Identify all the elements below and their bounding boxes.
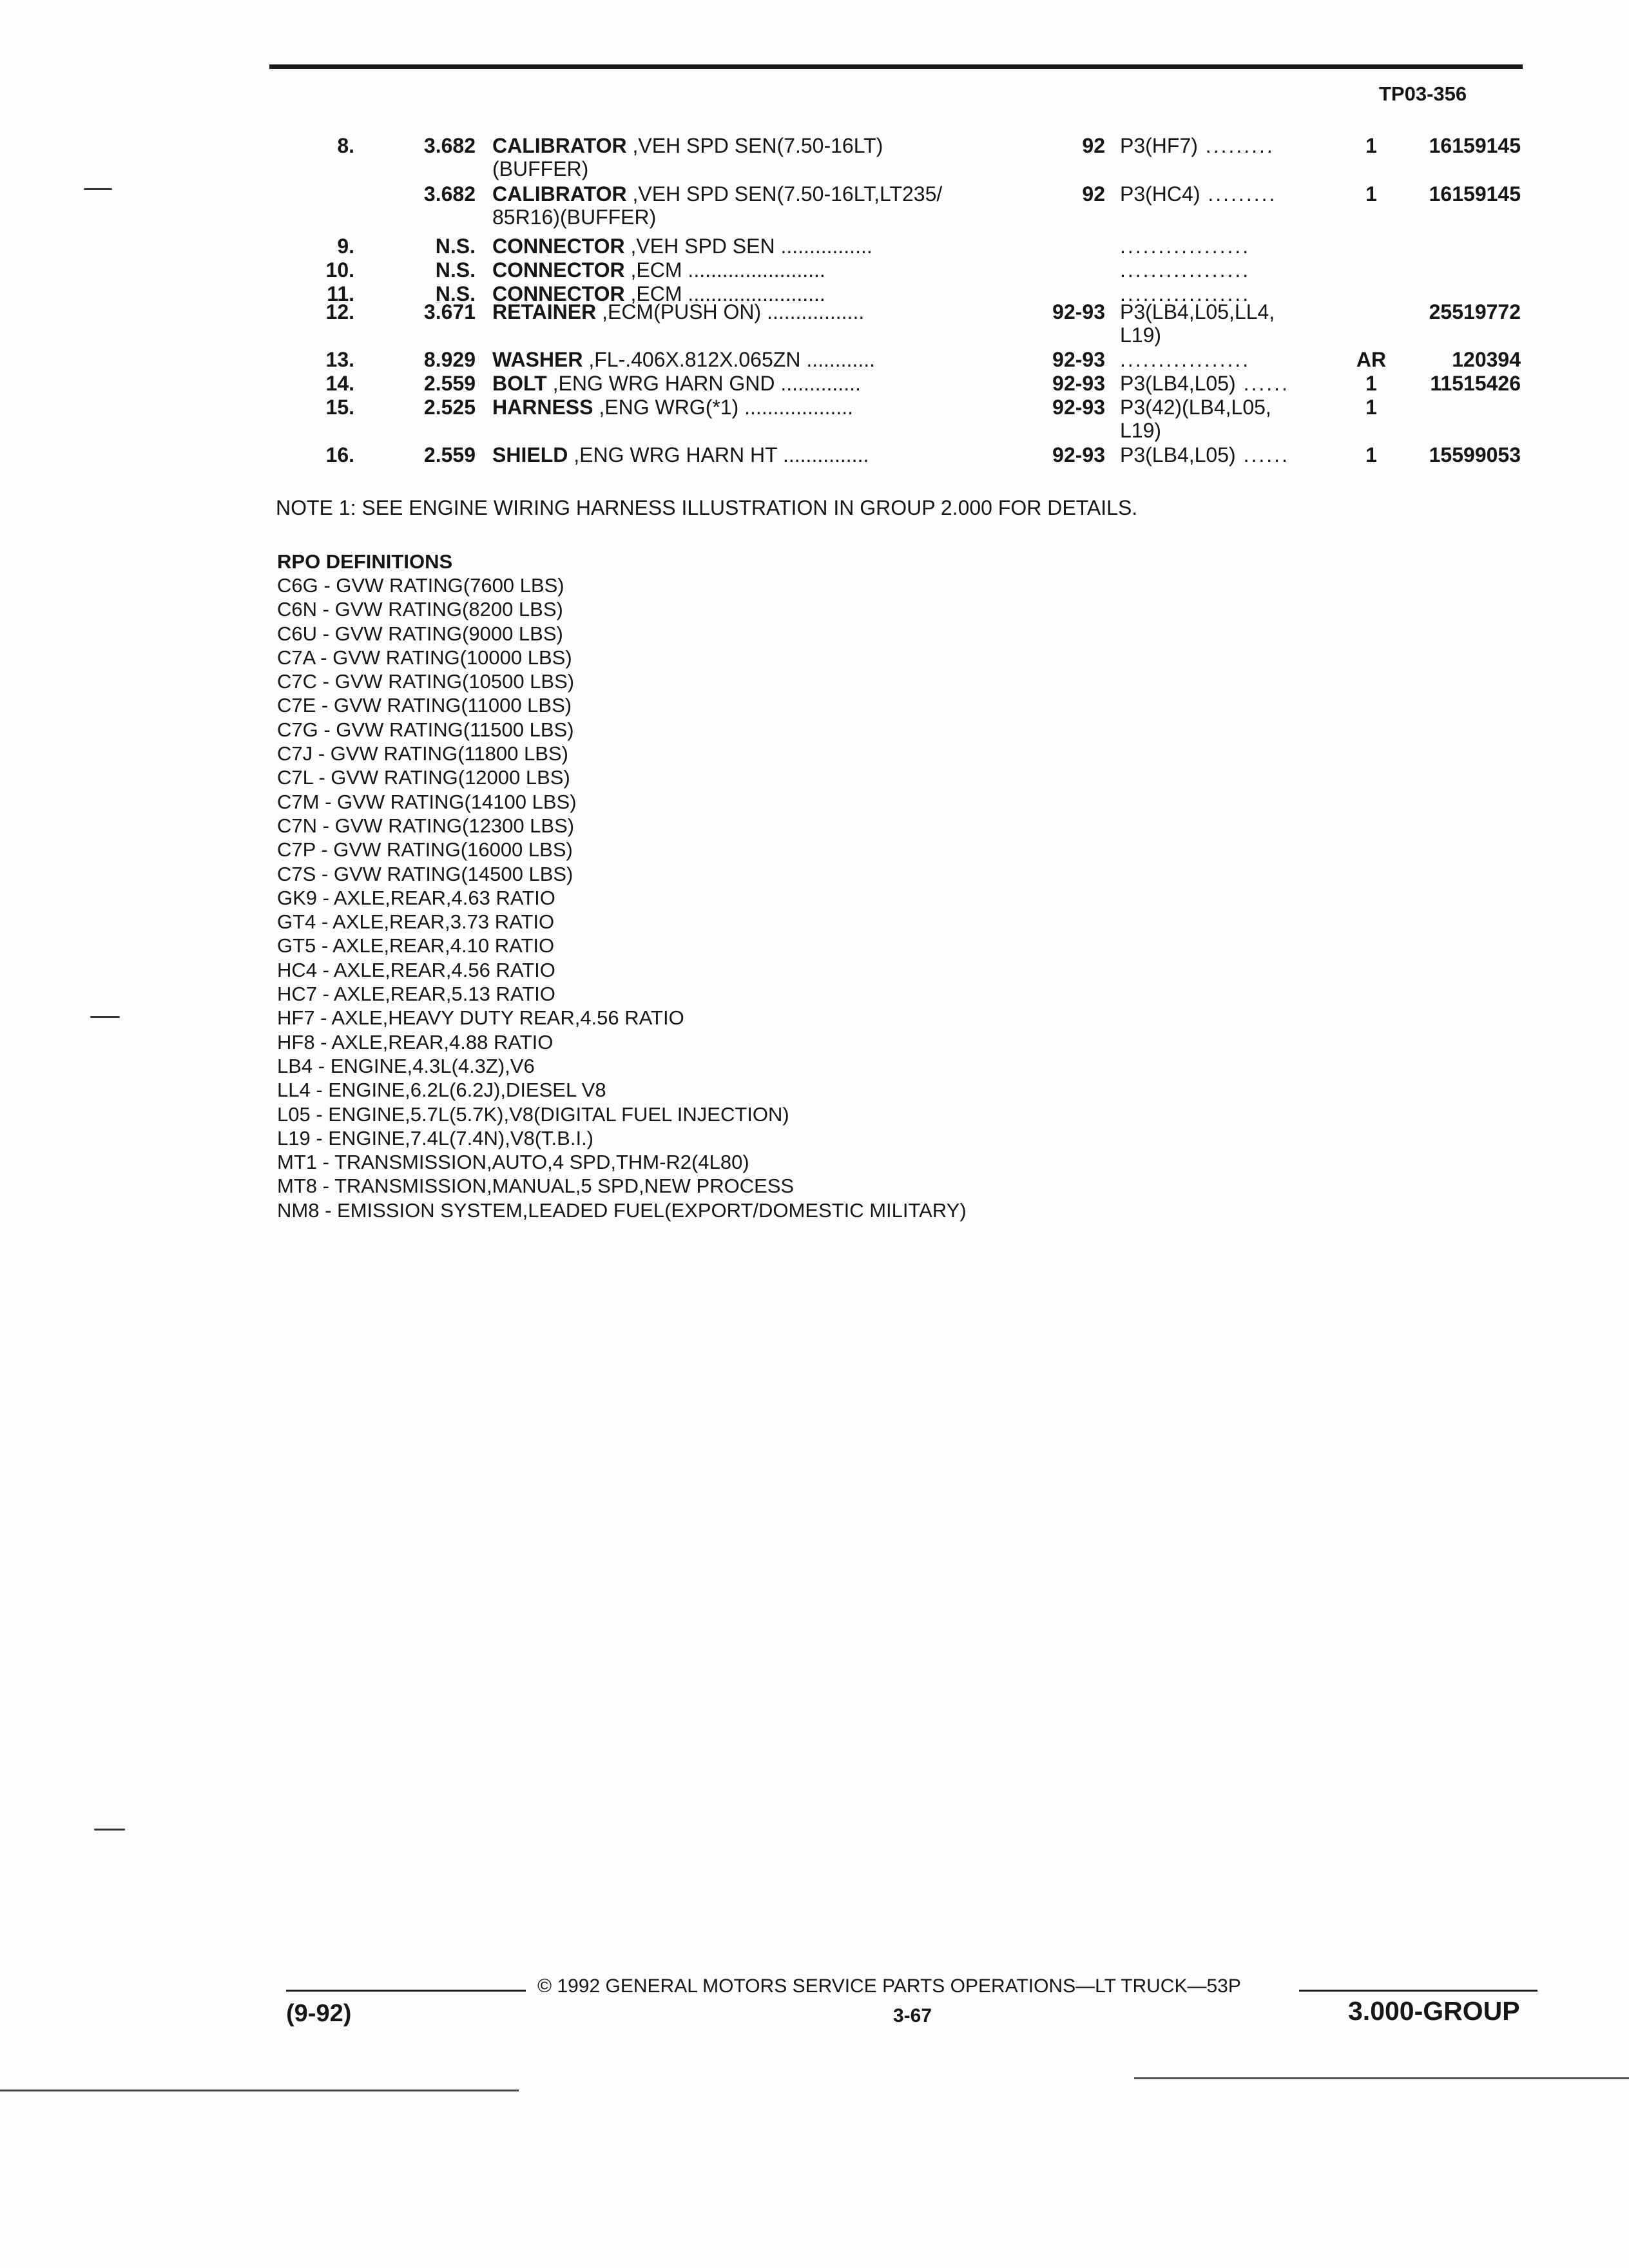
app-leader: ...... [1235, 372, 1289, 395]
model-year: 92-93 [1052, 300, 1105, 323]
copyright: © 1992 GENERAL MOTORS SERVICE PARTS OPERATIONS—LT TRUCK—53P [537, 1975, 1241, 1997]
part-desc-extra: (BUFFER) [492, 157, 589, 180]
item-number: 12. [325, 300, 354, 323]
rpo-item: C6U - GVW RATING(9000 LBS) [277, 622, 563, 645]
application [1120, 134, 1339, 157]
part-desc: ,ENG WRG HARN HT ............... [568, 443, 869, 466]
item-number: 10. [325, 258, 354, 282]
part-number: 120394 [1452, 348, 1521, 371]
application [1120, 372, 1339, 395]
rpo-item: C6G - GVW RATING(7600 LBS) [277, 574, 564, 597]
rpo-item: C7C - GVW RATING(10500 LBS) [277, 670, 575, 693]
application [1120, 235, 1339, 258]
part-desc: ,ENG WRG(*1) ................... [593, 396, 854, 419]
rpo-item: HF8 - AXLE,REAR,4.88 RATIO [277, 1030, 554, 1053]
app-code: P3(LB4,L05) [1120, 372, 1236, 395]
application [1120, 348, 1339, 371]
app-code: P3(42)(LB4,L05, [1120, 396, 1271, 419]
group-number: 3.682 [423, 182, 476, 206]
model-year: 92-93 [1052, 396, 1105, 419]
group-number: 2.525 [423, 396, 476, 419]
part-number: 15599053 [1429, 443, 1521, 466]
model-year: 92-93 [1052, 348, 1105, 371]
bottom-rule [0, 2090, 519, 2091]
rpo-item: C7E - GVW RATING(11000 LBS) [277, 694, 572, 717]
app-code-extra: L19) [1120, 419, 1162, 442]
part-name: HARNESS [492, 396, 593, 419]
rpo-item: GK9 - AXLE,REAR,4.63 RATIO [277, 886, 555, 909]
rpo-item: C7M - GVW RATING(14100 LBS) [277, 790, 577, 813]
application [1120, 443, 1339, 466]
bottom-rule [1134, 2077, 1629, 2079]
group-number: N.S. [435, 258, 476, 282]
quantity: 1 [1365, 182, 1377, 206]
rpo-item: C6N - GVW RATING(8200 LBS) [277, 598, 563, 621]
model-year: 92-93 [1052, 372, 1105, 395]
part-number: 25519772 [1429, 300, 1521, 323]
date-code: (9-92) [286, 2000, 352, 2027]
application [1120, 258, 1339, 282]
part-name: CALIBRATOR [492, 134, 627, 157]
rpo-item: MT8 - TRANSMISSION,MANUAL,5 SPD,NEW PROCESS [277, 1175, 795, 1198]
group-number: 8.929 [423, 348, 476, 371]
rpo-item: C7J - GVW RATING(11800 LBS) [277, 742, 568, 765]
note: NOTE 1: SEE ENGINE WIRING HARNESS ILLUSTRATION IN GROUP 2.000 FOR DETAILS. [276, 496, 1138, 519]
item-number: 16. [325, 443, 354, 466]
description [492, 396, 1021, 419]
rpo-item: C7P - GVW RATING(16000 LBS) [277, 838, 573, 861]
item-number: 9. [337, 235, 354, 258]
model-year: 92-93 [1052, 443, 1105, 466]
model-year: 92 [1082, 134, 1105, 157]
group-id: 3.000-GROUP [1348, 1996, 1520, 2026]
rpo-item: L19 - ENGINE,7.4L(7.4N),V8(T.B.I.) [277, 1126, 594, 1149]
rpo-item: HF7 - AXLE,HEAVY DUTY REAR,4.56 RATIO [277, 1006, 684, 1030]
group-number: 3.671 [423, 300, 476, 323]
app-leader: ......... [1200, 182, 1277, 206]
rpo-item: HC4 - AXLE,REAR,4.56 RATIO [277, 958, 555, 981]
part-number: 16159145 [1429, 134, 1521, 157]
part-number: 16159145 [1429, 182, 1521, 206]
footer-rule [286, 1990, 526, 1992]
rpo-item: C7A - GVW RATING(10000 LBS) [277, 646, 572, 669]
part-desc: ,VEH SPD SEN(7.50-16LT) [626, 134, 883, 157]
rpo-item: C7G - GVW RATING(11500 LBS) [277, 718, 574, 741]
rpo-definitions [277, 573, 967, 1222]
quantity: 1 [1365, 396, 1377, 419]
rpo-item: GT5 - AXLE,REAR,4.10 RATIO [277, 934, 555, 957]
app-leader: ................. [1120, 235, 1251, 258]
part-desc-extra: 85R16)(BUFFER) [492, 206, 657, 229]
app-leader: ................. [1120, 258, 1251, 282]
part-name: CONNECTOR [492, 235, 625, 258]
item-number: 8. [337, 134, 354, 157]
rpo-item: LB4 - ENGINE,4.3L(4.3Z),V6 [277, 1054, 535, 1077]
description [492, 134, 1021, 180]
application [1120, 300, 1339, 347]
part-name: CALIBRATOR [492, 182, 627, 206]
quantity: 1 [1365, 443, 1377, 466]
app-leader: ......... [1197, 134, 1275, 157]
description [492, 443, 1021, 466]
part-name: RETAINER [492, 300, 597, 323]
description [492, 258, 1021, 282]
part-name: SHIELD [492, 443, 568, 466]
figure-reference: TP03-356 [1379, 82, 1467, 105]
application [1120, 396, 1339, 442]
footer-rule [1299, 1990, 1537, 1992]
group-number: 2.559 [423, 443, 476, 466]
quantity: 1 [1365, 134, 1377, 157]
app-code: P3(LB4,L05,LL4, [1120, 300, 1275, 323]
app-code-extra: L19) [1120, 323, 1162, 347]
application [1120, 182, 1339, 206]
rpo-item: GT4 - AXLE,REAR,3.73 RATIO [277, 910, 555, 934]
app-code: P3(LB4,L05) [1120, 443, 1236, 466]
rpo-item: C7L - GVW RATING(12000 LBS) [277, 766, 570, 789]
page-number: 3-67 [893, 2005, 932, 2026]
group-number: N.S. [435, 282, 476, 305]
margin-mark [90, 1016, 120, 1018]
part-name: CONNECTOR [492, 258, 625, 282]
description [492, 348, 1021, 371]
item-number: 11. [327, 282, 354, 305]
app-code: P3(HF7) [1120, 134, 1198, 157]
item-number: 13. [325, 348, 354, 371]
part-name: CONNECTOR [492, 282, 625, 305]
part-name: WASHER [492, 348, 583, 371]
part-desc: ,ECM(PUSH ON) ................. [596, 300, 865, 323]
rpo-item: L05 - ENGINE,5.7L(5.7K),V8(DIGITAL FUEL INJECTION) [277, 1102, 789, 1126]
part-desc: ,ECM ........................ [624, 258, 825, 282]
description [492, 300, 1021, 323]
item-number: 15. [325, 396, 354, 419]
part-number: 11515426 [1430, 372, 1521, 395]
app-leader: ................. [1120, 348, 1251, 371]
part-desc: ,ENG WRG HARN GND .............. [546, 372, 861, 395]
rpo-item: HC7 - AXLE,REAR,5.13 RATIO [277, 983, 555, 1006]
margin-mark [84, 188, 112, 190]
group-number: 2.559 [423, 372, 476, 395]
description [492, 182, 1021, 229]
rpo-item: NM8 - EMISSION SYSTEM,LEADED FUEL(EXPORT/DOMESTIC MILITARY) [277, 1198, 967, 1222]
group-number: 3.682 [423, 134, 476, 157]
rpo-title: RPO DEFINITIONS [277, 550, 453, 573]
app-leader: ...... [1235, 443, 1289, 466]
group-number: N.S. [435, 235, 476, 258]
rpo-item: C7N - GVW RATING(12300 LBS) [277, 814, 575, 837]
model-year: 92 [1082, 182, 1105, 206]
quantity: 1 [1365, 372, 1377, 395]
part-desc: ,FL-.406X.812X.065ZN ............ [583, 348, 875, 371]
rpo-item: LL4 - ENGINE,6.2L(6.2J),DIESEL V8 [277, 1079, 606, 1102]
part-name: BOLT [492, 372, 547, 395]
quantity: AR [1356, 348, 1387, 371]
app-leader: ................. [1120, 282, 1251, 305]
app-code: P3(HC4) [1120, 182, 1200, 206]
part-desc: ,ECM ........................ [624, 282, 825, 305]
description [492, 372, 1021, 395]
part-desc: ,VEH SPD SEN(7.50-16LT,LT235/ [626, 182, 943, 206]
rpo-item: MT1 - TRANSMISSION,AUTO,4 SPD,THM-R2(4L80) [277, 1151, 749, 1174]
description [492, 235, 1021, 258]
rpo-item: C7S - GVW RATING(14500 LBS) [277, 862, 574, 885]
part-desc: ,VEH SPD SEN ................ [624, 235, 872, 258]
margin-mark [94, 1829, 125, 1831]
item-number: 14. [325, 372, 354, 395]
